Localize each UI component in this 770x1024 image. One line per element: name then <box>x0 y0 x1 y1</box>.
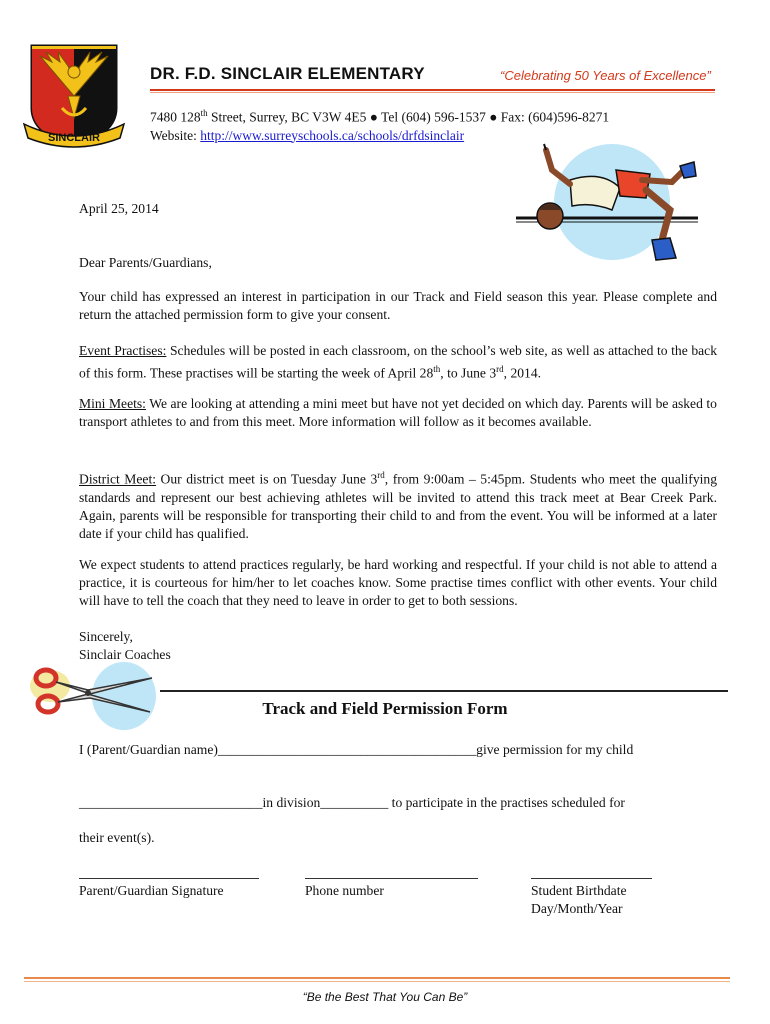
letter-closing: Sincerely, <box>79 629 133 644</box>
logo-banner-text: SINCLAIR <box>48 132 100 144</box>
form-divider <box>160 690 728 692</box>
school-name: DR. F.D. SINCLAIR ELEMENTARY <box>150 64 425 83</box>
form-guardian-line: I (Parent/Guardian name)______________________________________give permission for my child <box>79 742 634 757</box>
birthdate-format-label: Day/Month/Year <box>531 901 623 916</box>
letter-intro: Your child has expressed an interest in participation in our Track and Field season this year. Please complete and return the attached permission form to give your consent. <box>79 289 717 322</box>
district-meet-paragraph: District Meet: Our district meet is on Tuesday June 3rd, from 9:00am – 5:45pm. Students who meet the qualifying standards and represent our best achieving athletes will be invited to attend this track meet at Bear Creek Park. Again, parents will be responsible for transporting their child to and from the event. You will be informed at a later date if your child has qualified. <box>79 470 717 541</box>
mini-meets-label: Mini Meets: <box>79 396 146 411</box>
scissors-icon <box>28 656 160 734</box>
phone-number-label: Phone number <box>305 883 384 898</box>
footer-rule-thin <box>24 981 730 982</box>
letter-date: April 25, 2014 <box>79 201 159 216</box>
phone-number-field[interactable] <box>305 878 478 879</box>
footer-motto: “Be the Best That You Can Be” <box>302 990 468 1004</box>
event-practises-label: Event Practises: <box>79 343 167 358</box>
header-rule-thin <box>150 92 715 93</box>
form-events-line: their event(s). <box>79 830 155 845</box>
address-line: 7480 128th Street, Surrey, BC V3W 4E5 ● Tel (604) 596-1537 ● Fax: (604)596-8271 <box>150 108 610 125</box>
expectations-paragraph: We expect students to attend practices regularly, be hard working and respectful. If your child is not able to attend a practice, it is courteous for him/her to let coaches know. Some practise times conflict with other events. Your child will have to tell the coach that they need to leave in order to get to both sessions. <box>79 557 717 608</box>
school-logo <box>22 38 126 150</box>
district-meet-label: District Meet: <box>79 471 157 487</box>
parent-signature-label: Parent/Guardian Signature <box>79 883 224 898</box>
school-address <box>150 104 609 145</box>
letter-signature: Sinclair Coaches <box>79 647 171 662</box>
header-rule <box>150 89 715 91</box>
letter-salutation: Dear Parents/Guardians, <box>79 255 212 270</box>
form-division-line: ___________________________in division__________ to participate in the practises scheduled for <box>79 795 625 810</box>
form-title: Track and Field Permission Form <box>262 699 508 718</box>
student-birthdate-field[interactable] <box>531 878 652 879</box>
website-line: Website: http://www.surreyschools.ca/schools/drfdsinclair <box>150 127 465 143</box>
website-link[interactable]: http://www.surreyschools.ca/schools/drfdsinclair <box>200 127 465 143</box>
event-practises-paragraph: Event Practises: Schedules will be posted in each classroom, on the school’s web site, as well as attached to the back of this form. These practises will be starting the week of April 28th, to June 3rd, 2014. <box>79 343 717 381</box>
parent-signature-field[interactable] <box>79 878 259 879</box>
footer-rule <box>24 977 730 979</box>
mini-meets-paragraph: Mini Meets: We are looking at attending a mini meet but have not yet decided on which day. Parents will be asked to transport athletes to and from this meet. More information will follow as it becomes available. <box>79 396 717 429</box>
school-motto: “Celebrating 50 Years of Excellence” <box>500 68 711 83</box>
student-birthdate-label: Student Birthdate <box>531 883 627 898</box>
